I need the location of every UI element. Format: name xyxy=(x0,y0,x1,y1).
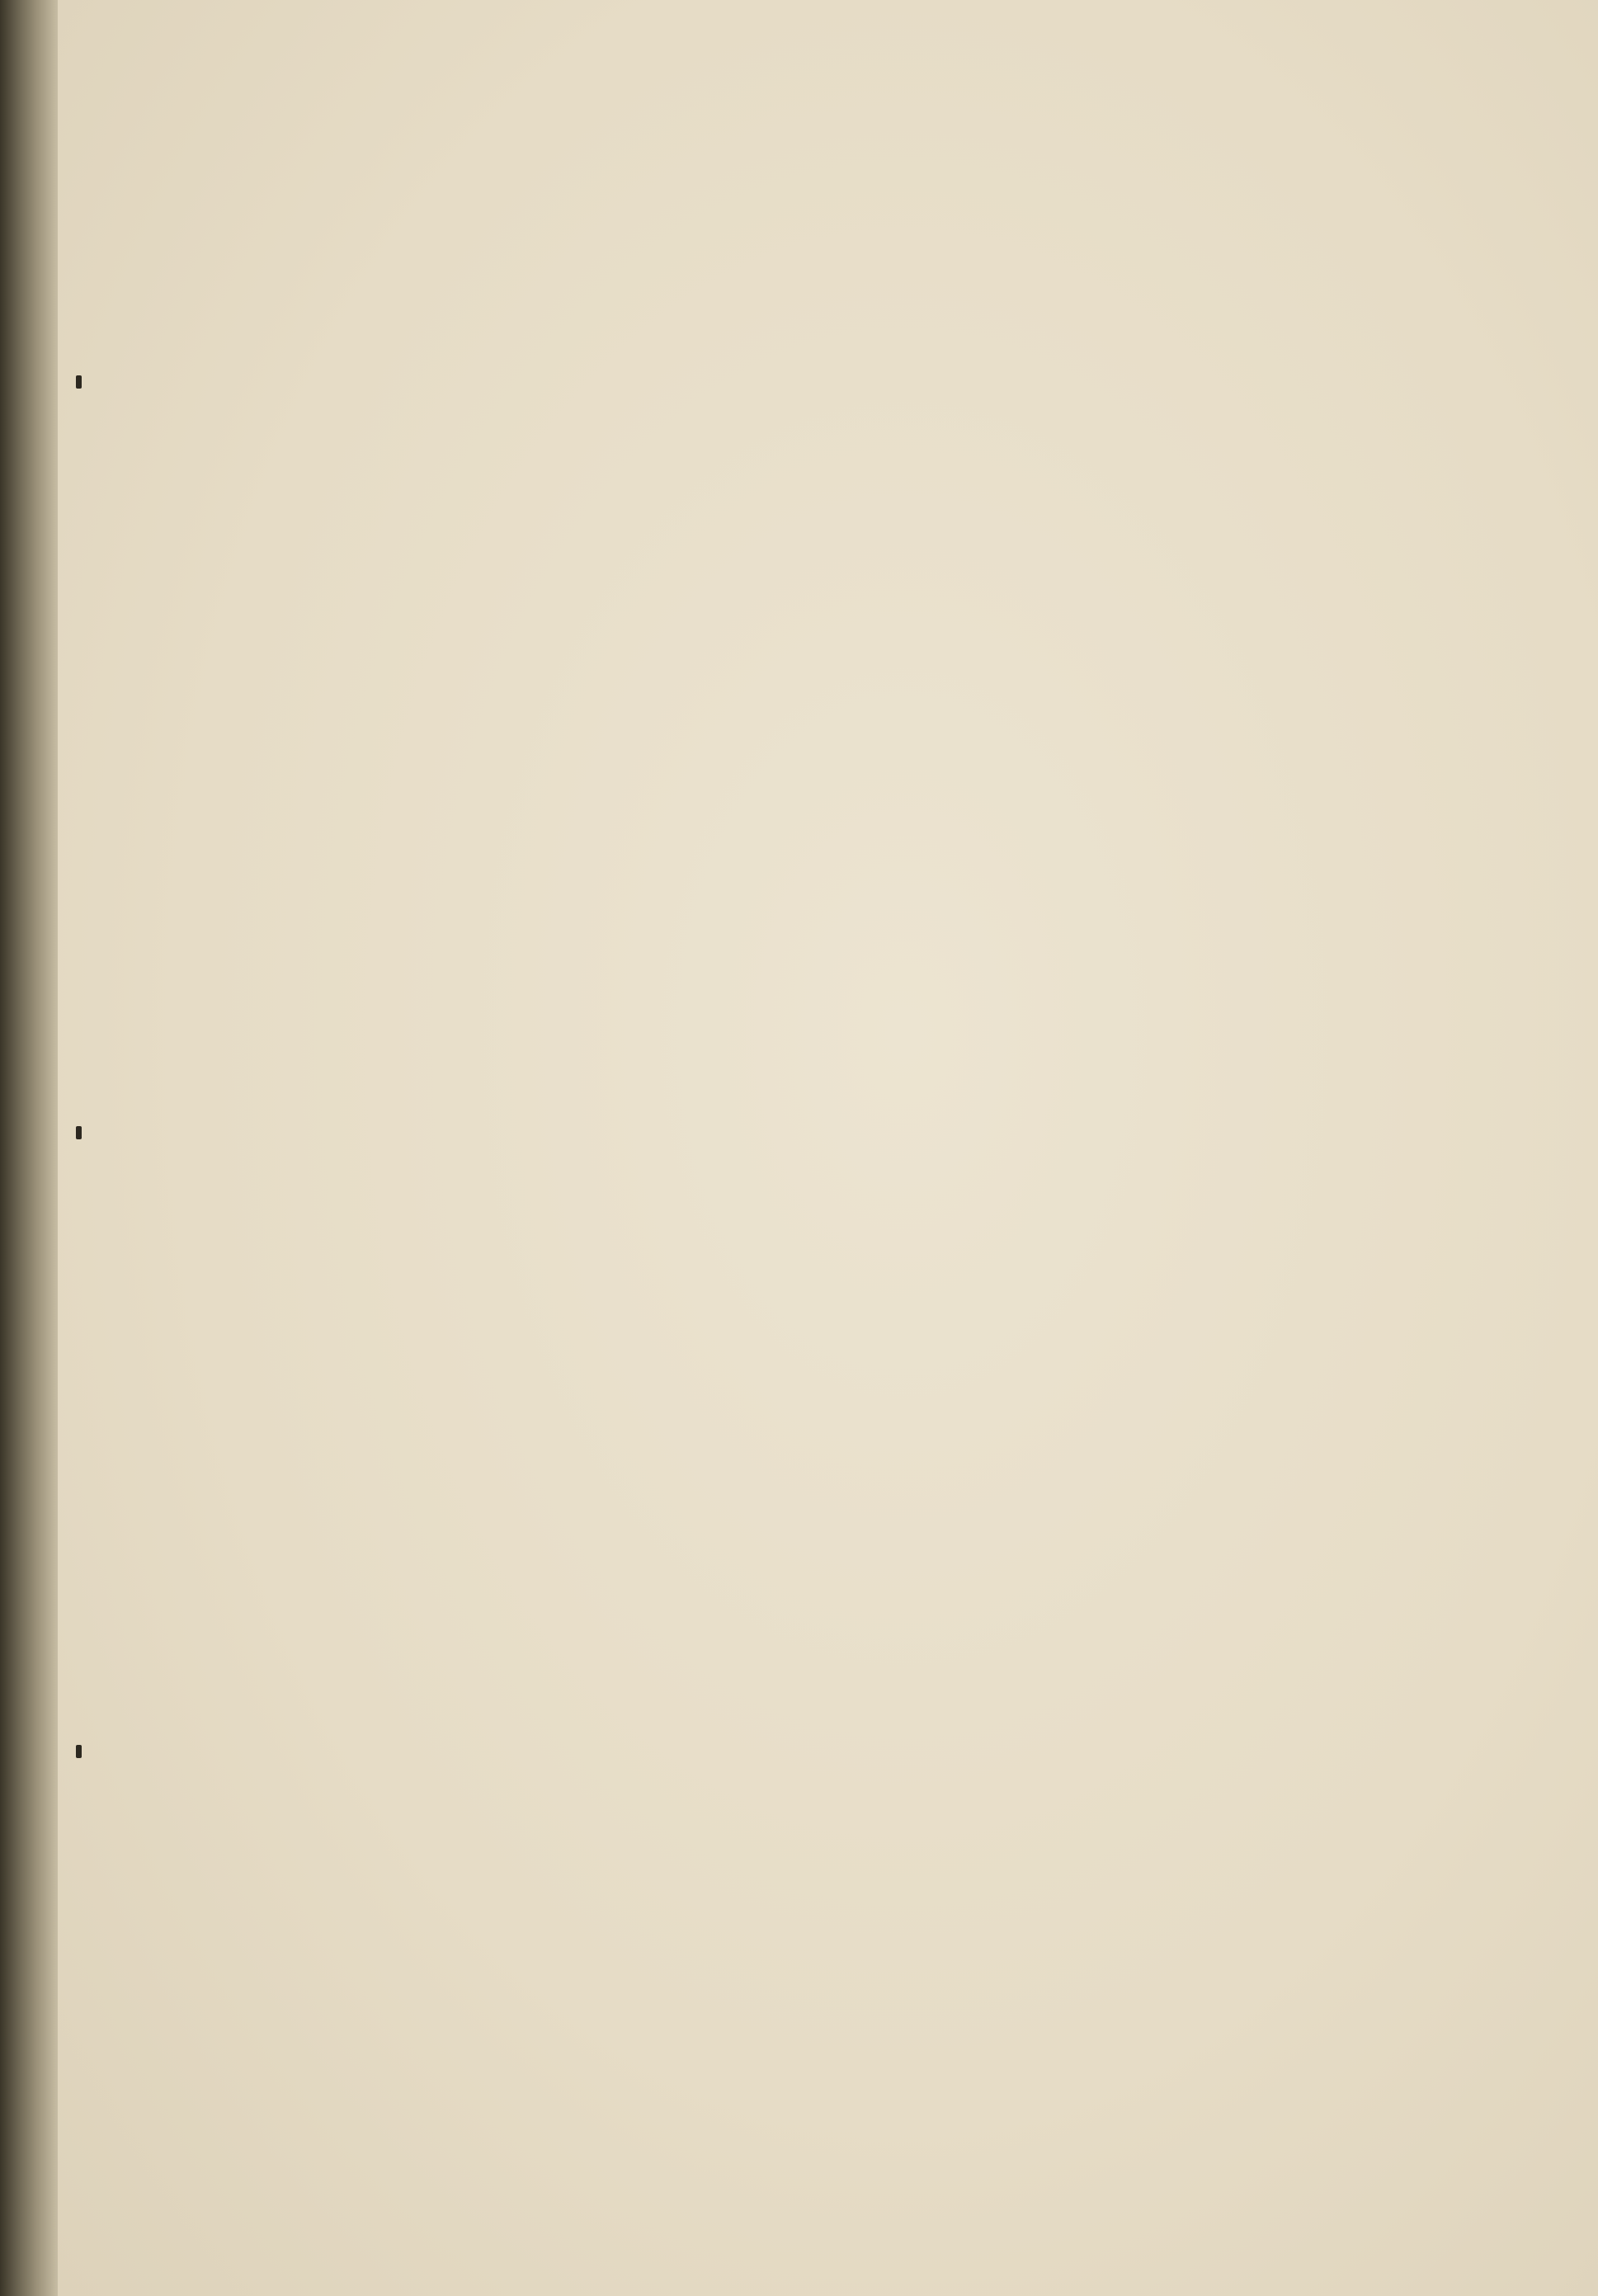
margin-mark xyxy=(76,1126,82,1139)
margin-mark xyxy=(76,1745,82,1758)
body-text xyxy=(173,182,1475,200)
margin-mark xyxy=(76,375,82,389)
book-binding-shadow xyxy=(0,0,58,2296)
book-page xyxy=(58,0,1598,2296)
